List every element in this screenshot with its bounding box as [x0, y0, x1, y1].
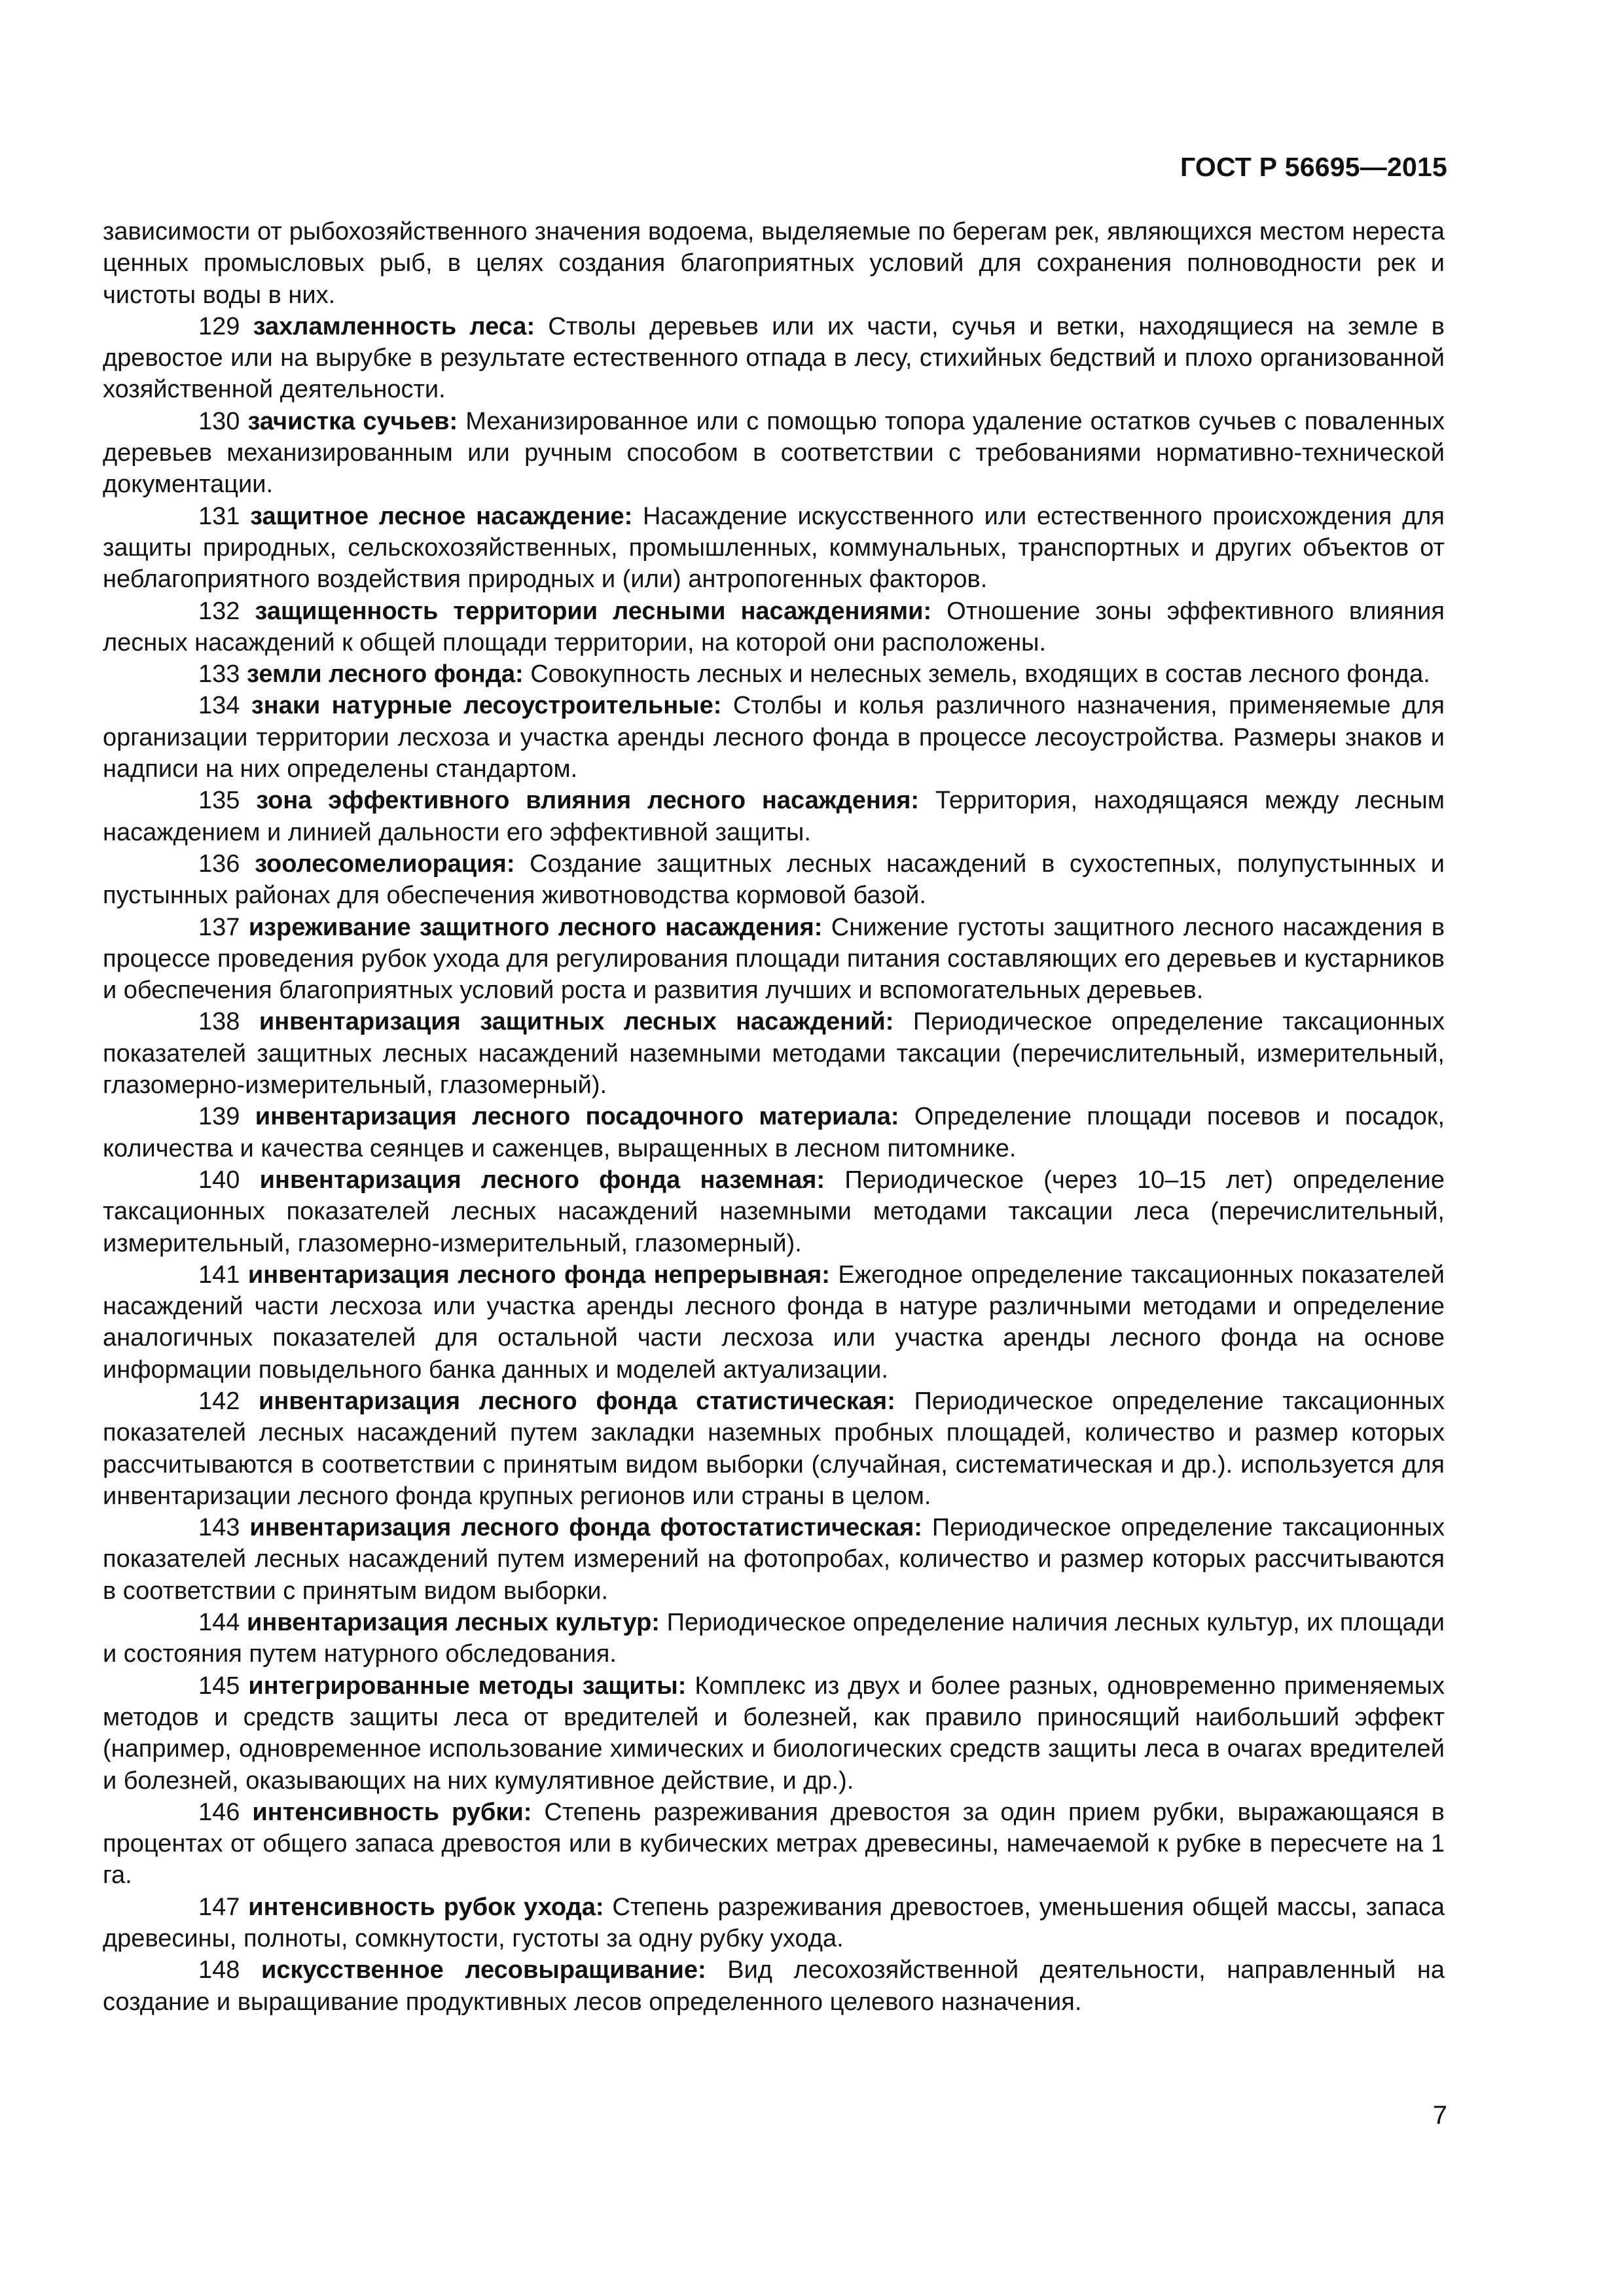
term-definition: Вид лесохозяйственной деятельности, направленный на создание и выращивание продуктивных лесов определенного целевого назначения.	[103, 1956, 1445, 2016]
term-number: 146	[198, 1798, 240, 1826]
term-name: зона эффективного влияния лесного насаждения:	[256, 787, 920, 815]
term-entry	[103, 1892, 1445, 1955]
term-name: искусственное лесовыращивание:	[261, 1956, 706, 1984]
term-entry	[103, 596, 1445, 659]
term-entry	[103, 1607, 1445, 1670]
term-entries-list	[103, 311, 1445, 2018]
term-number: 138	[198, 1008, 240, 1036]
term-entry	[103, 1797, 1445, 1892]
term-definition: Степень разреживания древостоев, уменьшения общей массы, запаса древесины, полноты, сомкнутости, густоты за одну рубку ухода.	[103, 1893, 1445, 1953]
term-name: инвентаризация лесного фонда фотостатистическая:	[249, 1514, 922, 1542]
document-body	[103, 216, 1445, 2018]
term-number: 131	[198, 502, 240, 530]
term-number: 129	[198, 312, 240, 340]
term-name: инвентаризация лесного фонда наземная:	[259, 1166, 825, 1194]
term-name: интенсивность рубок ухода:	[248, 1893, 604, 1921]
standard-code-header: ГОСТ Р 56695—2015	[1180, 152, 1447, 182]
term-entry	[103, 1259, 1445, 1386]
term-number: 145	[198, 1672, 240, 1700]
term-name: инвентаризация лесного фонда непрерывная:	[247, 1261, 830, 1289]
term-number: 139	[198, 1103, 240, 1131]
term-number: 140	[198, 1166, 240, 1194]
term-definition: Территория, находящаяся между лесным насаждением и линией дальности его эффективной защиты.	[103, 787, 1445, 846]
term-entry	[103, 1670, 1445, 1797]
term-definition: Периодическое определение таксационных показателей лесных насаждений путем измерений на фотопробах, количество и размер которых рассчитываются в соответствии с принятым видом выборки.	[103, 1514, 1445, 1605]
intro-paragraph: зависимости от рыбохозяйственного значения водоема, выделяемые по берегам рек, являющихся местом нереста ценных промысловых рыб, в целях создания благоприятных условий для сохранения полноводности рек и чистоты воды в них.	[103, 218, 1445, 309]
term-entry	[103, 501, 1445, 596]
term-definition: Периодическое определение таксационных показателей лесных насаждений путем закладки наземных пробных площадей, количество и размер которых рассчитываются в соответствии с принятым видом выборки (случайная, систематическая и др.). используется для инвентаризации лесного фонда крупных регионов или страны в целом.	[103, 1387, 1445, 1510]
term-entry	[103, 406, 1445, 501]
term-name: инвентаризация лесных культур:	[247, 1609, 660, 1637]
term-name: инвентаризация лесного посадочного материала:	[255, 1103, 899, 1131]
term-entry	[103, 311, 1445, 406]
term-definition: Определение площади посевов и посадок, количества и качества сеянцев и саженцев, выращенных в лесном питомнике.	[103, 1103, 1445, 1162]
term-number: 142	[198, 1387, 240, 1415]
term-number: 141	[198, 1261, 240, 1289]
term-name: изреживание защитного лесного насаждения:	[248, 913, 823, 941]
term-number: 132	[198, 597, 240, 625]
term-name: зоолесомелиорация:	[255, 850, 515, 878]
term-number: 134	[198, 692, 240, 720]
term-name: инвентаризация лесного фонда статистическая:	[259, 1387, 895, 1415]
term-definition: Ежегодное определение таксационных показателей насаждений части лесхоза или участка аренды лесного фонда в натуре различными методами и определение аналогичных показателей для остальной части лесхоза или участка аренды лесного фонда на основе информации повыдельного банка данных и моделей актуализации.	[103, 1261, 1445, 1384]
term-name: земли лесного фонда:	[246, 660, 524, 689]
term-entry	[103, 1006, 1445, 1101]
term-definition: Периодическое (через 10–15 лет) определение таксационных показателей лесных насаждений наземными методами таксации леса (перечислительный, измерительный, глазомерно-измерительный, глазомерный).	[103, 1166, 1445, 1257]
term-definition: Стволы деревьев или их части, сучья и ветки, находящиеся на земле в древостое или на вырубке в результате естественного отпада в лесу, стихийных бедствий и плохо организованной хозяйственной деятельности.	[103, 312, 1445, 404]
term-definition: Отношение зоны эффективного влияния лесных насаждений к общей площади территории, на которой они расположены.	[103, 597, 1445, 656]
term-definition: Снижение густоты защитного лесного насаждения в процессе проведения рубок ухода для регулирования площади питания составляющих его деревьев и кустарников и обеспечения благоприятных условий роста и развития лучших и вспомогательных деревьев.	[103, 913, 1445, 1005]
term-number: 144	[198, 1609, 240, 1637]
term-definition: Насаждение искусственного или естественного происхождения для защиты природных, сельскохозяйственных, промышленных, коммунальных, транспортных и других объектов от неблагоприятного воздействия природных и (или) антропогенных факторов.	[103, 502, 1445, 594]
term-number: 136	[198, 850, 240, 878]
term-entry	[103, 1101, 1445, 1164]
term-name: интенсивность рубки:	[252, 1798, 532, 1826]
term-definition: Совокупность лесных и нелесных земель, входящих в состав лесного фонда.	[530, 660, 1430, 689]
term-name: защищенность территории лесными насаждениями:	[255, 597, 932, 625]
term-name: знаки натурные лесоустроительные:	[251, 692, 722, 720]
page-number: 7	[1432, 2101, 1447, 2130]
term-number: 143	[198, 1514, 240, 1542]
term-entry	[103, 658, 1445, 690]
term-name: зачистка сучьев:	[247, 407, 458, 435]
term-name: защитное лесное насаждение:	[250, 502, 633, 530]
term-name: интегрированные методы защиты:	[248, 1672, 687, 1700]
term-entry	[103, 690, 1445, 785]
term-definition: Периодическое определение наличия лесных культур, их площади и состояния путем натурного обследования.	[103, 1609, 1445, 1668]
term-definition: Комплекс из двух и более разных, одновременно применяемых методов и средств защиты леса от вредителей и болезней, как правило приносящий наибольший эффект (например, одновременное использование химических и биологических средств защиты леса в очагах вредителей и болезней, оказывающих на них кумулятивное действие, и др.).	[103, 1672, 1445, 1795]
term-name: инвентаризация защитных лесных насаждений:	[259, 1008, 894, 1036]
term-entry	[103, 1386, 1445, 1512]
term-definition: Степень разреживания древостоя за один прием рубки, выражающаяся в процентах от общего запаса древостоя или в кубических метрах древесины, намечаемой к рубке в пересчете на 1 га.	[103, 1798, 1445, 1890]
term-number: 148	[198, 1956, 240, 1984]
term-entry	[103, 912, 1445, 1007]
term-number: 130	[198, 407, 240, 435]
term-entry	[103, 1512, 1445, 1607]
term-entry	[103, 785, 1445, 848]
term-definition: Периодическое определение таксационных показателей защитных лесных насаждений наземными методами таксации (перечислительный, измерительный, глазомерно-измерительный, глазомерный).	[103, 1008, 1445, 1100]
term-number: 137	[198, 913, 240, 941]
term-name: захламленность леса:	[253, 312, 535, 340]
term-entry	[103, 848, 1445, 912]
term-number: 135	[198, 787, 240, 815]
term-entry	[103, 1164, 1445, 1259]
term-number: 133	[198, 660, 240, 689]
term-definition: Создание защитных лесных насаждений в сухостепных, полупустынных и пустынных районах для обеспечения животноводства кормовой базой.	[103, 850, 1445, 910]
term-definition: Столбы и колья различного назначения, применяемые для организации территории лесхоза и участка аренды лесного фонда в процессе лесоустройства. Размеры знаков и надписи на них определены стандартом.	[103, 692, 1445, 783]
term-definition: Механизированное или с помощью топора удаление остатков сучьев с поваленных деревьев механизированным или ручным способом в соответствии с требованиями нормативно-технической документации.	[103, 407, 1445, 499]
term-entry	[103, 1954, 1445, 2018]
term-number: 147	[198, 1893, 240, 1921]
